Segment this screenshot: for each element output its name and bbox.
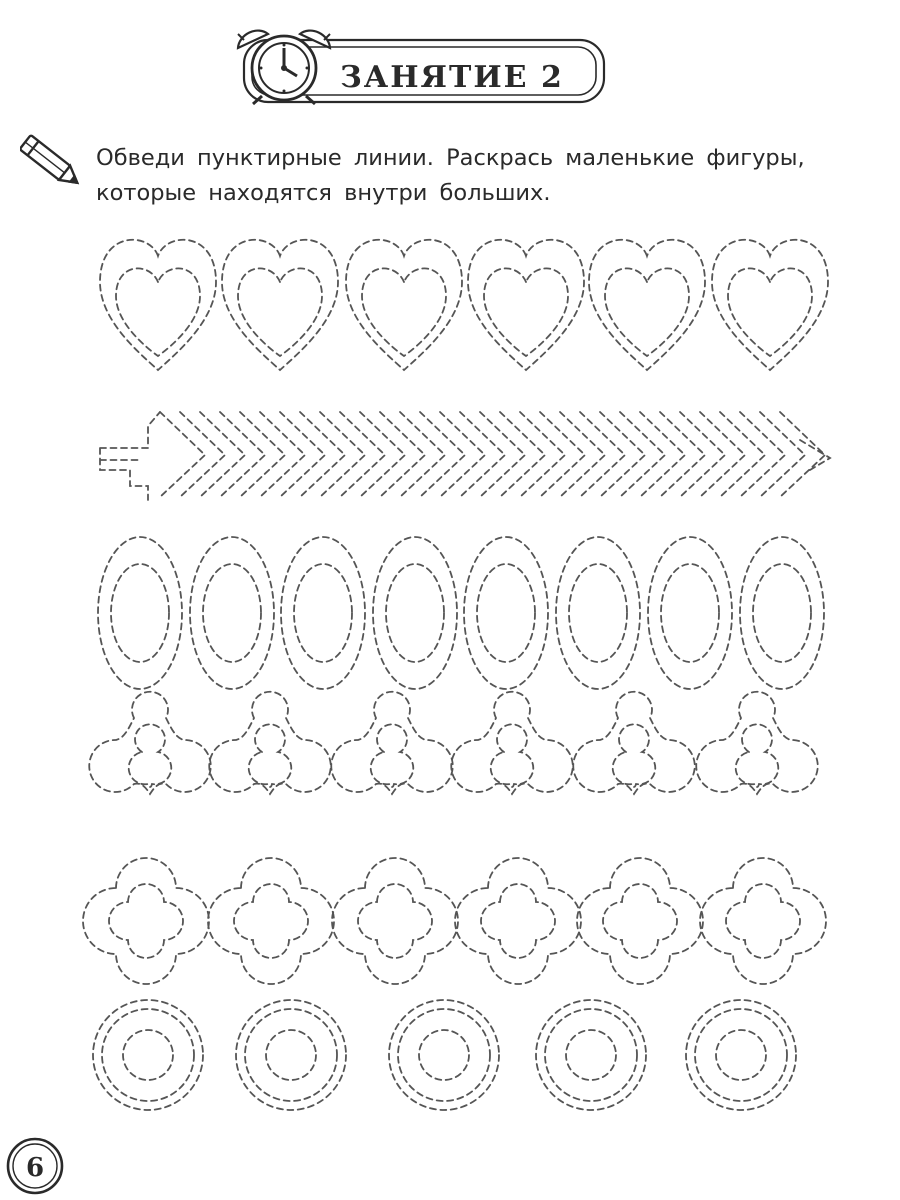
trefoil-shape [331,692,453,794]
oval-shape [556,537,640,689]
oval-shape [464,537,548,689]
heart-shape [712,240,828,370]
oval-shape [98,537,182,689]
pencil-icon [20,133,84,193]
instruction-line-2: которые находятся внутри больших. [96,180,551,206]
heart-row [100,240,828,370]
alarm-clock-icon [238,31,330,104]
arrow-shape [100,412,830,500]
circle-shape [236,1000,346,1110]
quatrefoil-shape [700,858,826,984]
instruction-text [96,141,856,211]
tracing-worksheet [0,220,900,1130]
trefoil-shape [89,692,211,794]
oval-shape [740,537,824,689]
circle-shape [686,1000,796,1110]
circle-shape [389,1000,499,1110]
oval-shape [648,537,732,689]
trefoil-shape [451,692,573,794]
quatrefoil-row [83,858,826,984]
quatrefoil-shape [455,858,581,984]
trefoil-shape [573,692,695,794]
page-number-badge [5,1136,65,1196]
circle-shape [536,1000,646,1110]
quatrefoil-shape [208,858,334,984]
oval-shape [281,537,365,689]
heart-shape [589,240,705,370]
oval-shape [373,537,457,689]
trefoil-row [89,692,818,794]
heart-shape [222,240,338,370]
quatrefoil-shape [577,858,703,984]
heart-shape [468,240,584,370]
heart-shape [100,240,216,370]
trefoil-shape [696,692,818,794]
circle-row [93,1000,796,1110]
oval-shape [190,537,274,689]
quatrefoil-shape [83,858,209,984]
lesson-header [0,0,900,130]
circle-shape [93,1000,203,1110]
page-number: 6 [25,1153,45,1183]
lesson-title: ЗАНЯТИЕ 2 [340,60,564,95]
heart-shape [346,240,462,370]
quatrefoil-shape [332,858,458,984]
instruction-line-1: Обведи пунктирные линии. Раскрась маленькие фигуры, [96,145,805,171]
trefoil-shape [209,692,331,794]
oval-row [98,537,824,689]
